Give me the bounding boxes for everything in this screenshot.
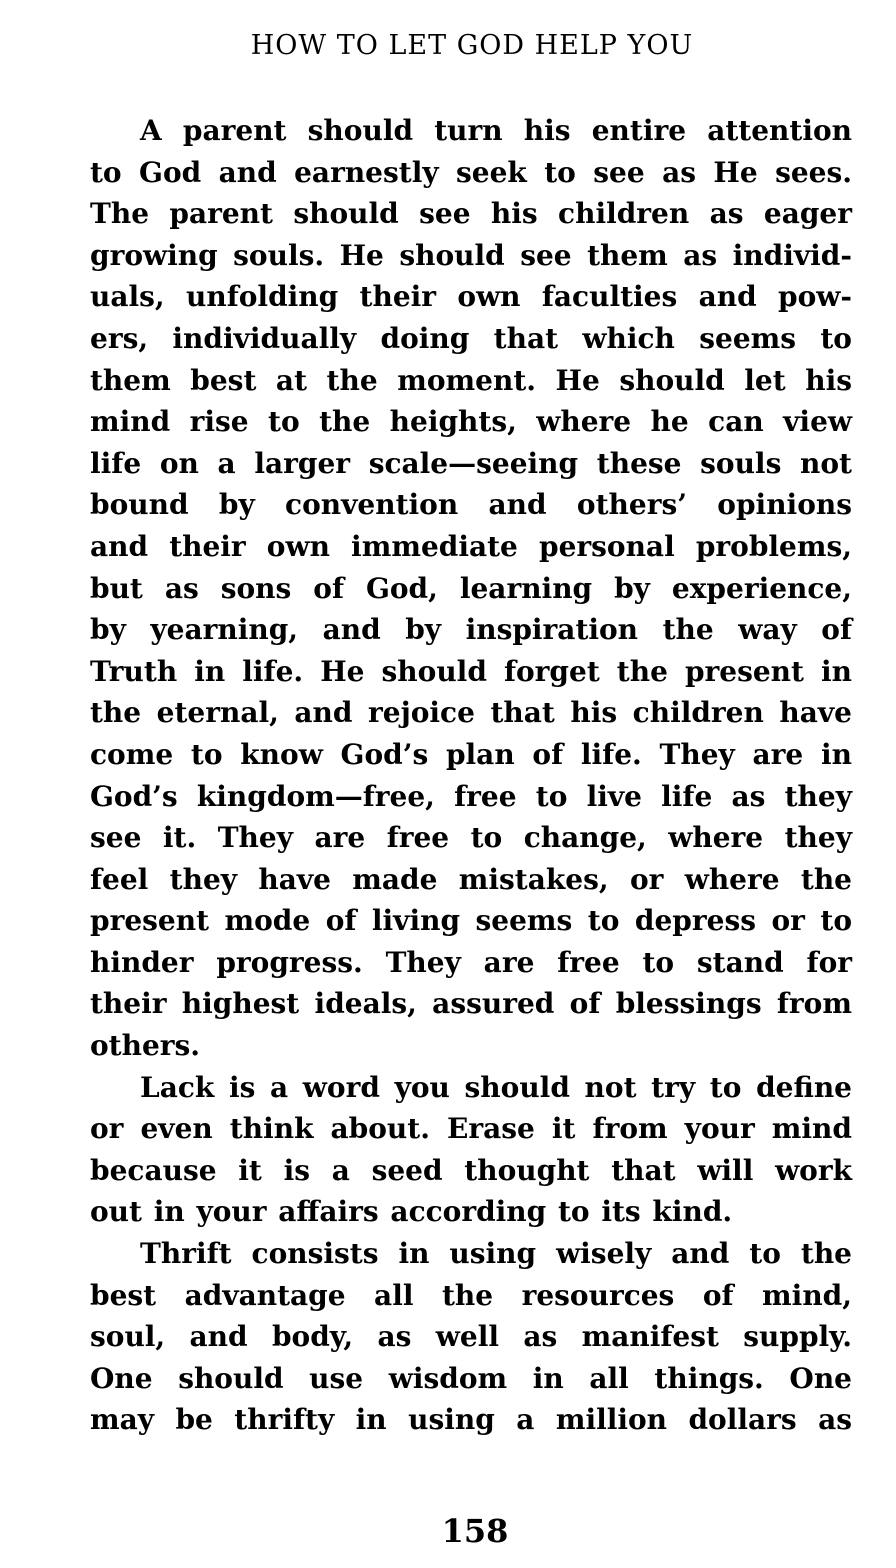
text-line: Truth in life. He should forget the present in — [90, 654, 852, 688]
text-line: hinder progress. They are free to stand for — [90, 945, 852, 979]
text-line: present mode of living seems to depress or to — [90, 904, 852, 938]
text-line: the eternal, and rejoice that his children have — [90, 696, 852, 730]
text-line: others. — [90, 1029, 201, 1063]
text-line: One should use wisdom in all things. One — [90, 1361, 852, 1395]
text-line: see it. They are free to change, where they — [90, 821, 852, 855]
text-line: Lack is a word you should not try to define — [140, 1070, 852, 1104]
text-line: The parent should see his children as eager — [90, 197, 852, 231]
text-line: soul, and body, as well as manifest supply. — [90, 1320, 852, 1354]
text-line: ers, individually doing that which seems to — [90, 321, 852, 355]
text-line: mind rise to the heights, where he can view — [90, 405, 852, 439]
text-line: God’s kingdom—free, free to live life as they — [90, 779, 852, 813]
text-line: out in your affairs according to its kind. — [90, 1195, 733, 1229]
text-line: best advantage all the resources of mind, — [90, 1278, 852, 1312]
text-line: bound by convention and others’ opinions — [90, 488, 852, 522]
text-line: them best at the moment. He should let his — [90, 363, 852, 397]
page-number: 158 — [441, 1512, 509, 1550]
text-line: uals, unfolding their own faculties and pow- — [90, 280, 852, 314]
text-line: A parent should turn his entire attention — [140, 114, 852, 147]
text-line: by yearning, and by inspiration the way of — [90, 613, 852, 647]
text-line: feel they have made mistakes, or where the — [90, 862, 852, 896]
text-line: growing souls. He should see them as individ- — [90, 238, 852, 272]
text-line: to God and earnestly seek to see as He sees. — [90, 155, 852, 189]
text-line: but as sons of God, learning by experience, — [90, 571, 852, 605]
text-line: and their own immediate personal problems, — [90, 529, 852, 563]
text-line: Thrift consists in using wisely and to the — [140, 1237, 852, 1271]
running-header: HOW TO LET GOD HELP YOU — [250, 30, 694, 61]
text-line: life on a larger scale—seeing these souls not — [90, 446, 852, 480]
text-line: because it is a seed thought that will work — [90, 1153, 852, 1187]
text-line: may be thrifty in using a million dollars as — [90, 1403, 852, 1437]
text-line: or even think about. Erase it from your mind — [90, 1112, 852, 1146]
text-line: their highest ideals, assured of blessings from — [90, 987, 852, 1021]
text-line: come to know God’s plan of life. They are in — [90, 737, 852, 771]
body-text — [90, 110, 852, 1441]
